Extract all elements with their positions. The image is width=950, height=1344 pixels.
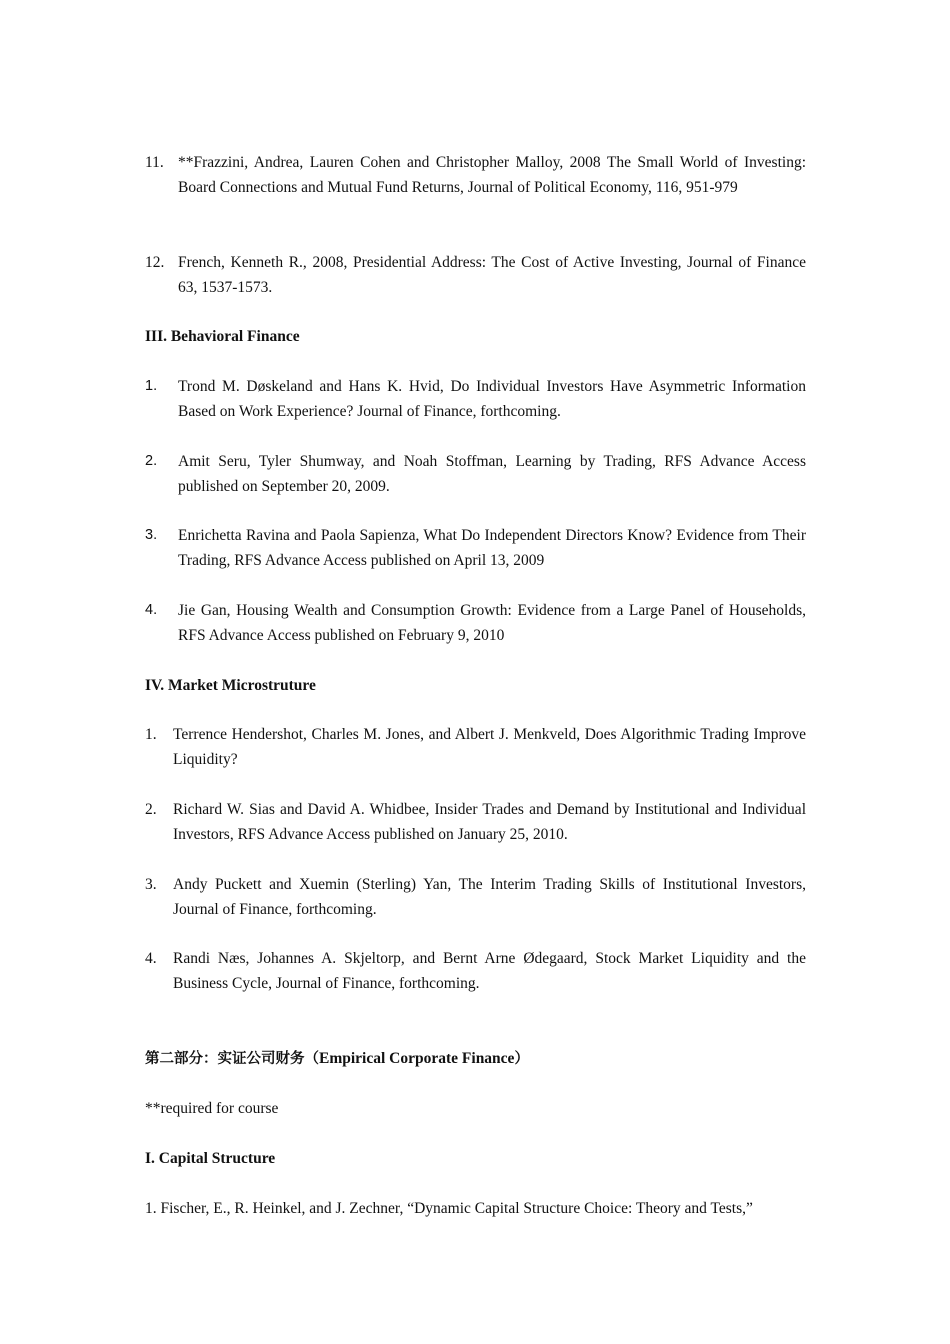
- part-two-title-close: ）: [514, 1051, 529, 1067]
- reference-text: Trond M. Døskeland and Hans K. Hvid, Do Individual Investors Have Asymmetric Information Based on Work Experience? Journal of Finance, forthcoming.: [178, 378, 806, 420]
- reference-number: 11.: [145, 154, 164, 171]
- reference-item: [145, 150, 806, 200]
- reference-text: Richard W. Sias and David A. Whidbee, Insider Trades and Demand by Institutional and Individual Investors, RFS Advance Access published on January 25, 2010.: [173, 801, 806, 843]
- reference-number: 2.: [145, 801, 157, 818]
- reference-item: [145, 374, 806, 424]
- reference-item: [145, 523, 806, 573]
- reference-item: [145, 797, 806, 847]
- reference-number: 4.: [145, 950, 157, 967]
- part-two-title: [145, 1046, 529, 1072]
- reference-number: 3.: [145, 527, 158, 543]
- reference-number: 2.: [145, 453, 158, 469]
- section-heading-market-microstructure: IV. Market Microstruture: [145, 677, 316, 694]
- part-two-title-en: Empirical Corporate Finance: [319, 1050, 515, 1067]
- section-heading-behavioral-finance: III. Behavioral Finance: [145, 328, 300, 345]
- reference-number: 1.: [145, 378, 158, 394]
- reference-text: French, Kenneth R., 2008, Presidential Address: The Cost of Active Investing, Journal of Finance 63, 1537-1573.: [178, 254, 806, 296]
- reference-number: 3.: [145, 876, 157, 893]
- reference-text: Amit Seru, Tyler Shumway, and Noah Stoffman, Learning by Trading, RFS Advance Access published on September 20, 2009.: [178, 453, 806, 495]
- reference-item: 1. Fischer, E., R. Heinkel, and J. Zechner, “Dynamic Capital Structure Choice: Theory and Tests,”: [145, 1200, 753, 1217]
- reference-text: Enrichetta Ravina and Paola Sapienza, What Do Independent Directors Know? Evidence from Their Trading, RFS Advance Access published on April 13, 2009: [178, 527, 806, 569]
- reference-item: [145, 722, 806, 772]
- section-heading-capital-structure: I. Capital Structure: [145, 1150, 276, 1167]
- reference-item: [145, 946, 806, 996]
- reference-text: Andy Puckett and Xuemin (Sterling) Yan, The Interim Trading Skills of Institutional Investors, Journal of Finance, forthcoming.: [173, 876, 806, 918]
- reference-number: 12.: [145, 254, 165, 271]
- part-two-title-cn: 第二部分：实证公司财务（: [145, 1051, 319, 1067]
- reference-text: Randi Næs, Johannes A. Skjeltorp, and Bernt Arne Ødegaard, Stock Market Liquidity and the Business Cycle, Journal of Finance, forthcoming.: [173, 950, 806, 992]
- reference-item: [145, 449, 806, 499]
- reference-item: [145, 598, 806, 648]
- reference-text: Terrence Hendershot, Charles M. Jones, and Albert J. Menkveld, Does Algorithmic Trading Improve Liquidity?: [173, 726, 806, 768]
- reference-text: Jie Gan, Housing Wealth and Consumption Growth: Evidence from a Large Panel of Households, RFS Advance Access published on February 9, 2010: [178, 602, 806, 644]
- reference-item: [145, 250, 806, 300]
- required-note: **required for course: [145, 1100, 279, 1117]
- reference-number: 1.: [145, 726, 157, 743]
- reference-item: [145, 872, 806, 922]
- reference-text: **Frazzini, Andrea, Lauren Cohen and Christopher Malloy, 2008 The Small World of Investing: Board Connections and Mutual Fund Returns, Journal of Political Economy, 116, 951-979: [178, 154, 806, 196]
- reference-number: 4.: [145, 602, 158, 618]
